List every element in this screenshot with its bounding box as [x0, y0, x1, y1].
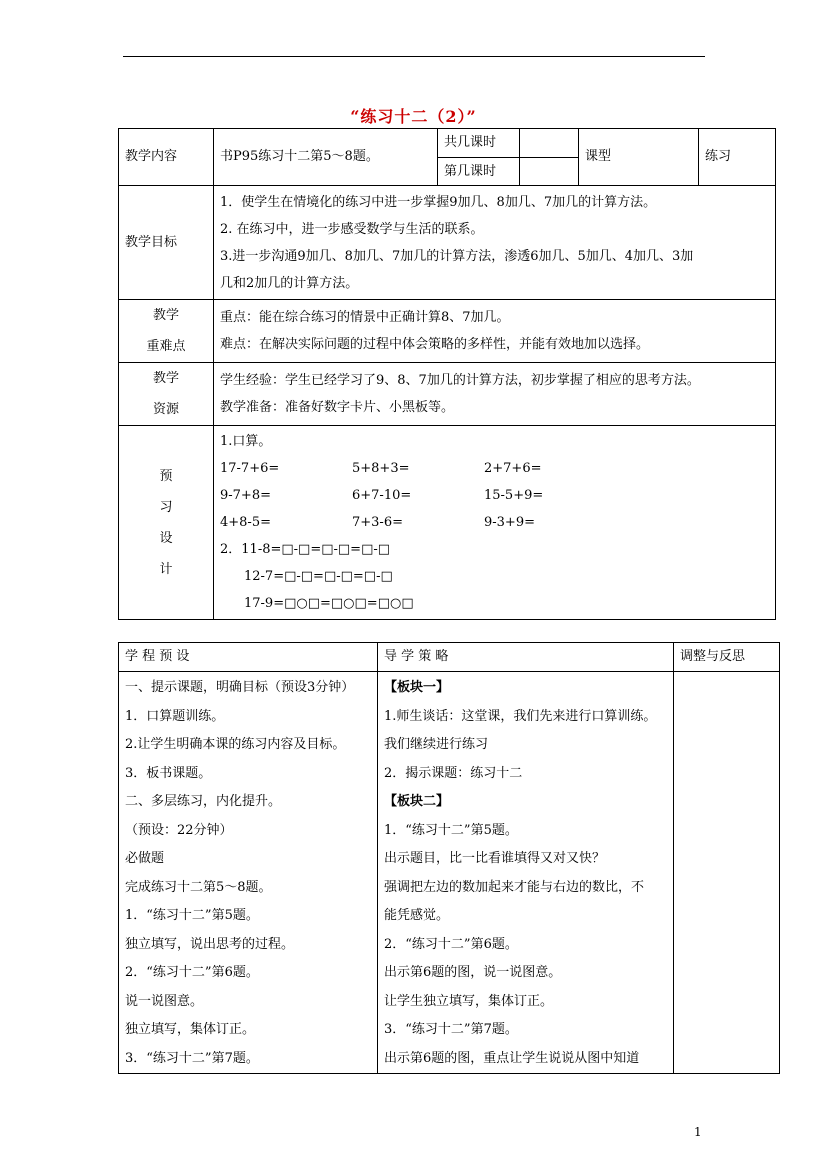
- preview-label: 预 习 设 计: [119, 426, 214, 620]
- goal-item: 几和2加几的计算方法。: [220, 275, 359, 291]
- lesson-plan-table: [118, 128, 776, 620]
- learning-process-table: [118, 642, 780, 1074]
- fill-box-exercise: 17-9=□○□=□○□=□○□: [244, 596, 414, 611]
- strategy-line: 3．“练习十二”第7题。: [384, 1022, 518, 1037]
- type-value: 练习: [699, 129, 776, 186]
- strategy-line: 让学生独立填写，集体订正。: [384, 993, 554, 1009]
- equation-row: 9-7+8= 6+7-10= 15-5+9=: [220, 488, 544, 503]
- strategy-line: 1.师生谈话：这堂课，我们先来进行口算训练。: [384, 708, 657, 724]
- strategy-line: 能凭感觉。: [384, 908, 450, 923]
- plan-line: 1．“练习十二”第5题。: [125, 908, 259, 923]
- plan-line: 独立填写，集体订正。: [125, 1022, 256, 1037]
- plan-line: 完成练习十二第5～8题。: [125, 879, 272, 895]
- plan-line: 1．口算题训练。: [125, 708, 225, 724]
- page-title: “练习十二（2）”: [350, 107, 477, 126]
- plan-line: 独立填写，说出思考的过程。: [125, 936, 295, 952]
- strategy-line: 2．“练习十二”第6题。: [384, 936, 518, 952]
- plan-line: 2.让学生明确本课的练习内容及目标。: [125, 737, 346, 752]
- which-hour-value: [520, 158, 579, 186]
- equation-row: 4+8-5= 7+3-6= 9-3+9=: [220, 515, 535, 530]
- plan-line: （预设：22分钟）: [125, 822, 233, 838]
- plan-line: 说一说图意。: [125, 993, 204, 1009]
- keypoint-item: 难点：在解决实际问题的过程中体会策略的多样性，并能有效地加以选择。: [220, 337, 650, 352]
- plan-line: 必做题: [125, 851, 165, 866]
- type-label: 课型: [579, 129, 699, 186]
- strategy-line: 2．揭示课题：练习十二: [384, 765, 523, 781]
- fill-box-exercise: 2．11-8=□-□=□-□=□-□: [220, 542, 391, 557]
- reflection-cell: [674, 672, 780, 1074]
- plan-line: 二、多层练习，内化提升。: [125, 794, 282, 809]
- plan-line: 3．“练习十二”第7题。: [125, 1050, 259, 1066]
- header-learning-plan: 学 程 预 设: [119, 643, 378, 672]
- strategy-line: 出示第6题的图，说一说图意。: [384, 965, 562, 980]
- resource-item: 教学准备：准备好数字卡片、小黑板等。: [220, 400, 455, 415]
- strategy-line: 【板块一】: [384, 680, 450, 695]
- goal-item: 2. 在练习中，进一步感受数学与生活的联系。: [220, 221, 484, 237]
- header-rule: [123, 56, 705, 57]
- keypoint-item: 重点：能在综合练习的情景中正确计算8、7加几。: [220, 310, 510, 325]
- strategy-line: 1．“练习十二”第5题。: [384, 822, 518, 838]
- resources-label: 教学 资源: [119, 363, 214, 426]
- resources-cell: [214, 363, 776, 426]
- page-number: 1: [694, 1125, 702, 1139]
- strategy-line: 出示第6题的图，重点让学生说说从图中知道: [384, 1050, 640, 1066]
- resource-item: 学生经验：学生已经学习了9、8、7加几的计算方法，初步掌握了相应的思考方法。: [220, 373, 700, 388]
- keypoints-label: 教学 重难点: [119, 300, 214, 363]
- goals-cell: [214, 186, 776, 300]
- fill-box-exercise: 12-7=□-□=□-□=□-□: [244, 569, 393, 584]
- content-label: 教学内容: [119, 129, 214, 186]
- preview-heading: 1.口算。: [220, 434, 272, 449]
- plan-line: 一、提示课题，明确目标（预设3分钟）: [125, 680, 355, 695]
- preview-cell: [214, 426, 776, 620]
- guidance-strategy-cell: [378, 672, 674, 1074]
- header-guidance-strategy: 导 学 策 略: [378, 643, 674, 672]
- total-hours-value: [520, 129, 579, 158]
- header-reflection: 调整与反思: [674, 643, 780, 672]
- content-value: 书P95练习十二第5～8题。: [214, 129, 438, 186]
- keypoints-cell: [214, 300, 776, 363]
- strategy-line: 强调把左边的数加起来才能与右边的数比，不: [384, 879, 645, 895]
- strategy-line: 【板块二】: [384, 794, 450, 809]
- total-hours-label: 共几课时: [438, 129, 520, 158]
- goal-item: 1．使学生在情境化的练习中进一步掌握9加几、8加几、7加几的计算方法。: [220, 194, 657, 210]
- strategy-line: 出示题目，比一比看谁填得又对又快？: [384, 851, 606, 866]
- learning-plan-cell: [119, 672, 378, 1074]
- strategy-line: 我们继续进行练习: [384, 737, 489, 752]
- equation-row: 17-7+6= 5+8+3= 2+7+6=: [220, 461, 542, 476]
- goals-label: 教学目标: [119, 186, 214, 300]
- which-hour-label: 第几课时: [438, 158, 520, 186]
- plan-line: 2．“练习十二”第6题。: [125, 965, 259, 980]
- goal-item: 3.进一步沟通9加几、8加几、7加几的计算方法，渗透6加几、5加几、4加几、3加: [220, 248, 694, 264]
- plan-line: 3．板书课题。: [125, 765, 212, 781]
